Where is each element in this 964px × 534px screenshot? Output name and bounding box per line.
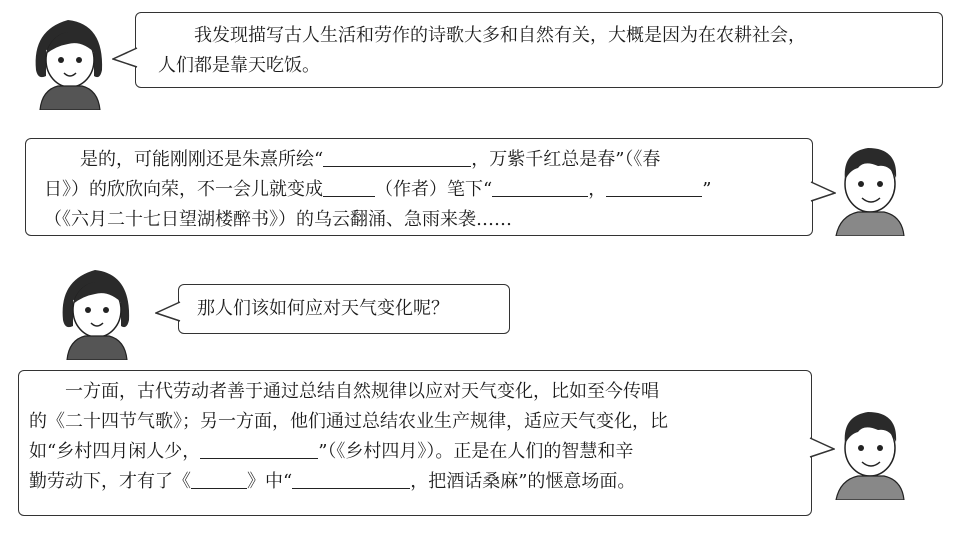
boy-avatar bbox=[828, 398, 910, 500]
bubble-text: 的《二十四节气歌》；另一方面，他们通过总结农业生产规律，适应天气变化，比 bbox=[29, 411, 668, 432]
bubble-text: ，万紫千红总是春”（《春 bbox=[471, 149, 661, 170]
bubble-tail bbox=[155, 301, 181, 323]
answer-blank[interactable] bbox=[191, 468, 247, 489]
bubble-text: 一方面，古代劳动者善于通过总结自然规律以应对天气变化，比如至今传唱 bbox=[65, 381, 659, 402]
bubble-text: 是的，可能刚刚还是朱熹所绘“ bbox=[80, 149, 324, 170]
answer-blank[interactable] bbox=[323, 146, 471, 167]
speech-bubble-4 bbox=[18, 370, 812, 516]
bubble-text: 那人们该如何应对天气变化呢？ bbox=[197, 298, 449, 319]
bubble-text: ” bbox=[702, 179, 712, 200]
bubble-text: 人们都是靠天吃饭。 bbox=[158, 55, 320, 76]
bubble-text: （作者）笔下“ bbox=[375, 179, 493, 200]
bubble-text: （《六月二十七日望湖楼醉书》）的乌云翻涌、急雨来袭…… bbox=[44, 209, 512, 230]
speech-bubble-1 bbox=[135, 12, 943, 88]
boy-avatar bbox=[828, 134, 910, 236]
bubble-text: ， bbox=[588, 179, 607, 200]
bubble-text: ，把酒话桑麻”的惬意场面。 bbox=[410, 471, 636, 492]
answer-blank[interactable] bbox=[492, 176, 588, 197]
girl-avatar bbox=[28, 10, 110, 110]
answer-blank[interactable] bbox=[323, 176, 375, 197]
bubble-text: 日》）的欣欣向荣，不一会儿就变成 bbox=[44, 179, 323, 200]
bubble-text: 》中“ bbox=[247, 471, 293, 492]
speech-bubble-3 bbox=[178, 284, 510, 334]
answer-blank[interactable] bbox=[200, 438, 318, 459]
bubble-text: 我发现描写古人生活和劳作的诗歌大多和自然有关，大概是因为在农耕社会， bbox=[194, 25, 806, 46]
bubble-text: ”（《乡村四月》）。正是在人们的智慧和辛 bbox=[318, 441, 634, 462]
bubble-text: 勤劳动下，才有了《 bbox=[29, 471, 191, 492]
bubble-tail bbox=[112, 47, 138, 69]
answer-blank[interactable] bbox=[292, 468, 410, 489]
bubble-text: 如“乡村四月闲人少， bbox=[29, 441, 201, 462]
answer-blank[interactable] bbox=[606, 176, 702, 197]
girl-avatar bbox=[55, 260, 137, 360]
speech-bubble-2 bbox=[25, 138, 813, 236]
